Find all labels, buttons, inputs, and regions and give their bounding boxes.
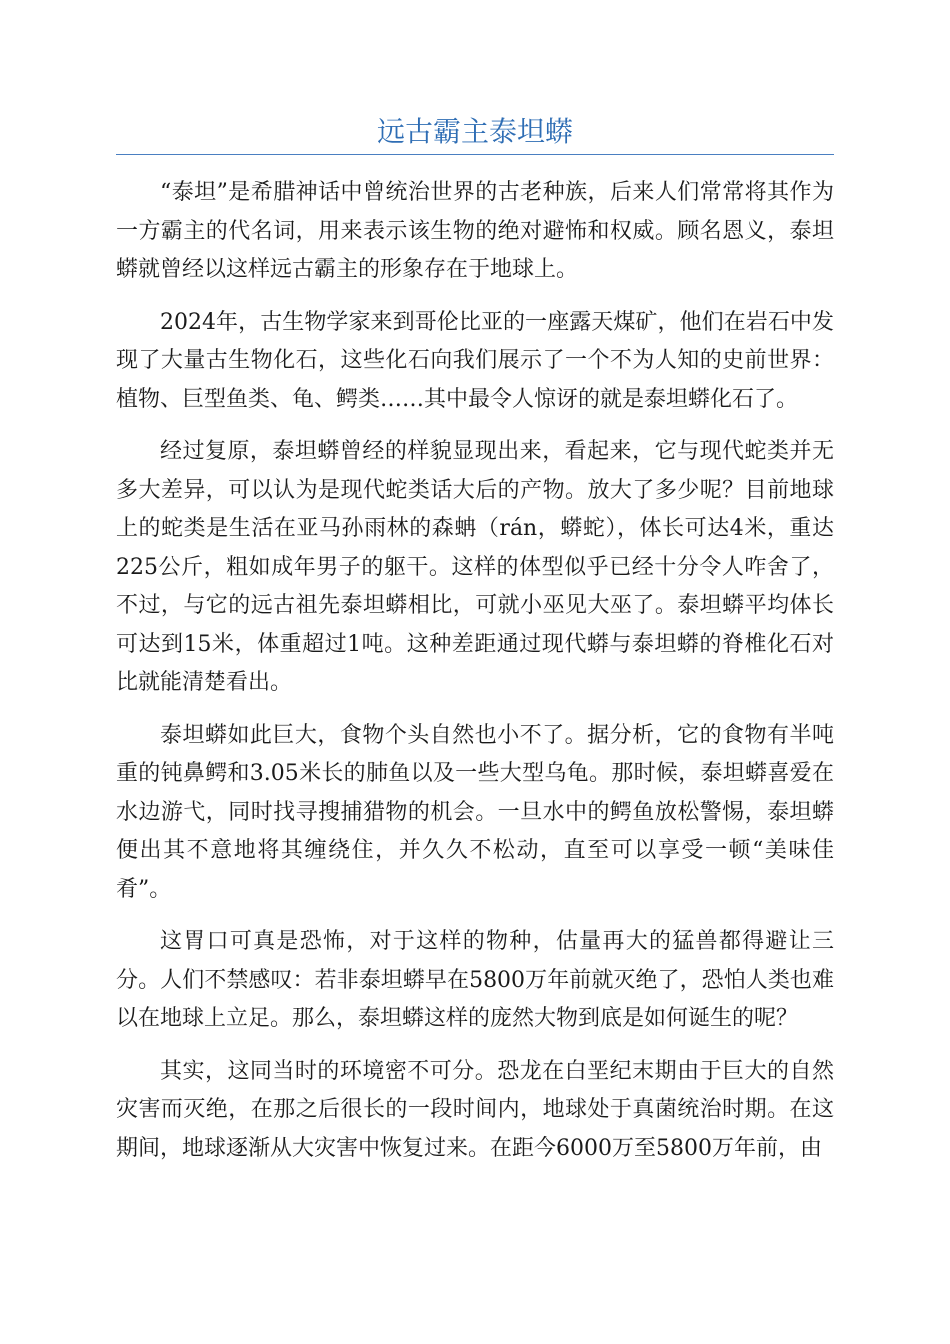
- paragraph-5: 这胃口可真是恐怖，对于这样的物种，估量再大的猛兽都得避让三分。人们不禁感叹：若非泰坦蟒早在5800万年前就灭绝了，恐怕人类也难以在地球上立足。那么，泰坦蟒这样的庞然大物到底是如何诞生的呢？: [116, 929, 834, 1031]
- document-body: [116, 174, 834, 1182]
- paragraph-2: 2024年，古生物学家来到哥伦比亚的一座露天煤矿，他们在岩石中发现了大量古生物化石，这些化石向我们展示了一个不为人知的史前世界：植物、巨型鱼类、龟、鳄类……其中最令人惊讶的就是泰坦蟒化石了。: [116, 309, 834, 412]
- paragraph-3: 经过复原，泰坦蟒曾经的样貌显现出来，看起来，它与现代蛇类并无多大差异，可以认为是现代蛇类话大后的产物。放大了多少呢？目前地球上的蛇类是生活在亚马孙雨林的森蚺（rán，蟒蛇），体长可达4米，重达225公斤，粗如成年男子的躯干。这样的体型似乎已经十分令人咋舍了，不过，与它的远古祖先泰坦蟒相比，可就小巫见大巫了。泰坦蟒平均体长可达到15米，体重超过1吨。这种差距通过现代蟒与泰坦蟒的脊椎化石对比就能清楚看出。: [116, 439, 834, 695]
- paragraph-1: “泰坦”是希腊神话中曾统治世界的古老种族，后来人们常常将其作为一方霸主的代名词，用来表示该生物的绝对避怖和权威。顾名恩义，泰坦蟒就曾经以这样远古霸主的形象存在于地球上。: [116, 180, 834, 282]
- paragraph-4: 泰坦蟒如此巨大，食物个头自然也小不了。据分析，它的食物有半吨重的钝鼻鳄和3.05米长的肺鱼以及一些大型乌龟。那时候，泰坦蟒喜爱在水边游弋，同时找寻搜捕猎物的机会。一旦水中的鳄鱼放松警惕，泰坦蟒便出其不意地将其缠绕住，并久久不松动，直至可以享受一顿“美味佳肴”。: [116, 722, 834, 902]
- paragraph-6: 其实，这同当时的环境密不可分。恐龙在白垩纪末期由于巨大的自然灾害而灭绝，在那之后很长的一段时间内，地球处于真菌统治时期。在这期间，地球逐渐从大灾害中恢复过来。在距今6000万至5800万年前，由: [116, 1058, 834, 1161]
- title-underline: [116, 154, 834, 155]
- document-title: 远古霸主泰坦蟒: [376, 115, 573, 148]
